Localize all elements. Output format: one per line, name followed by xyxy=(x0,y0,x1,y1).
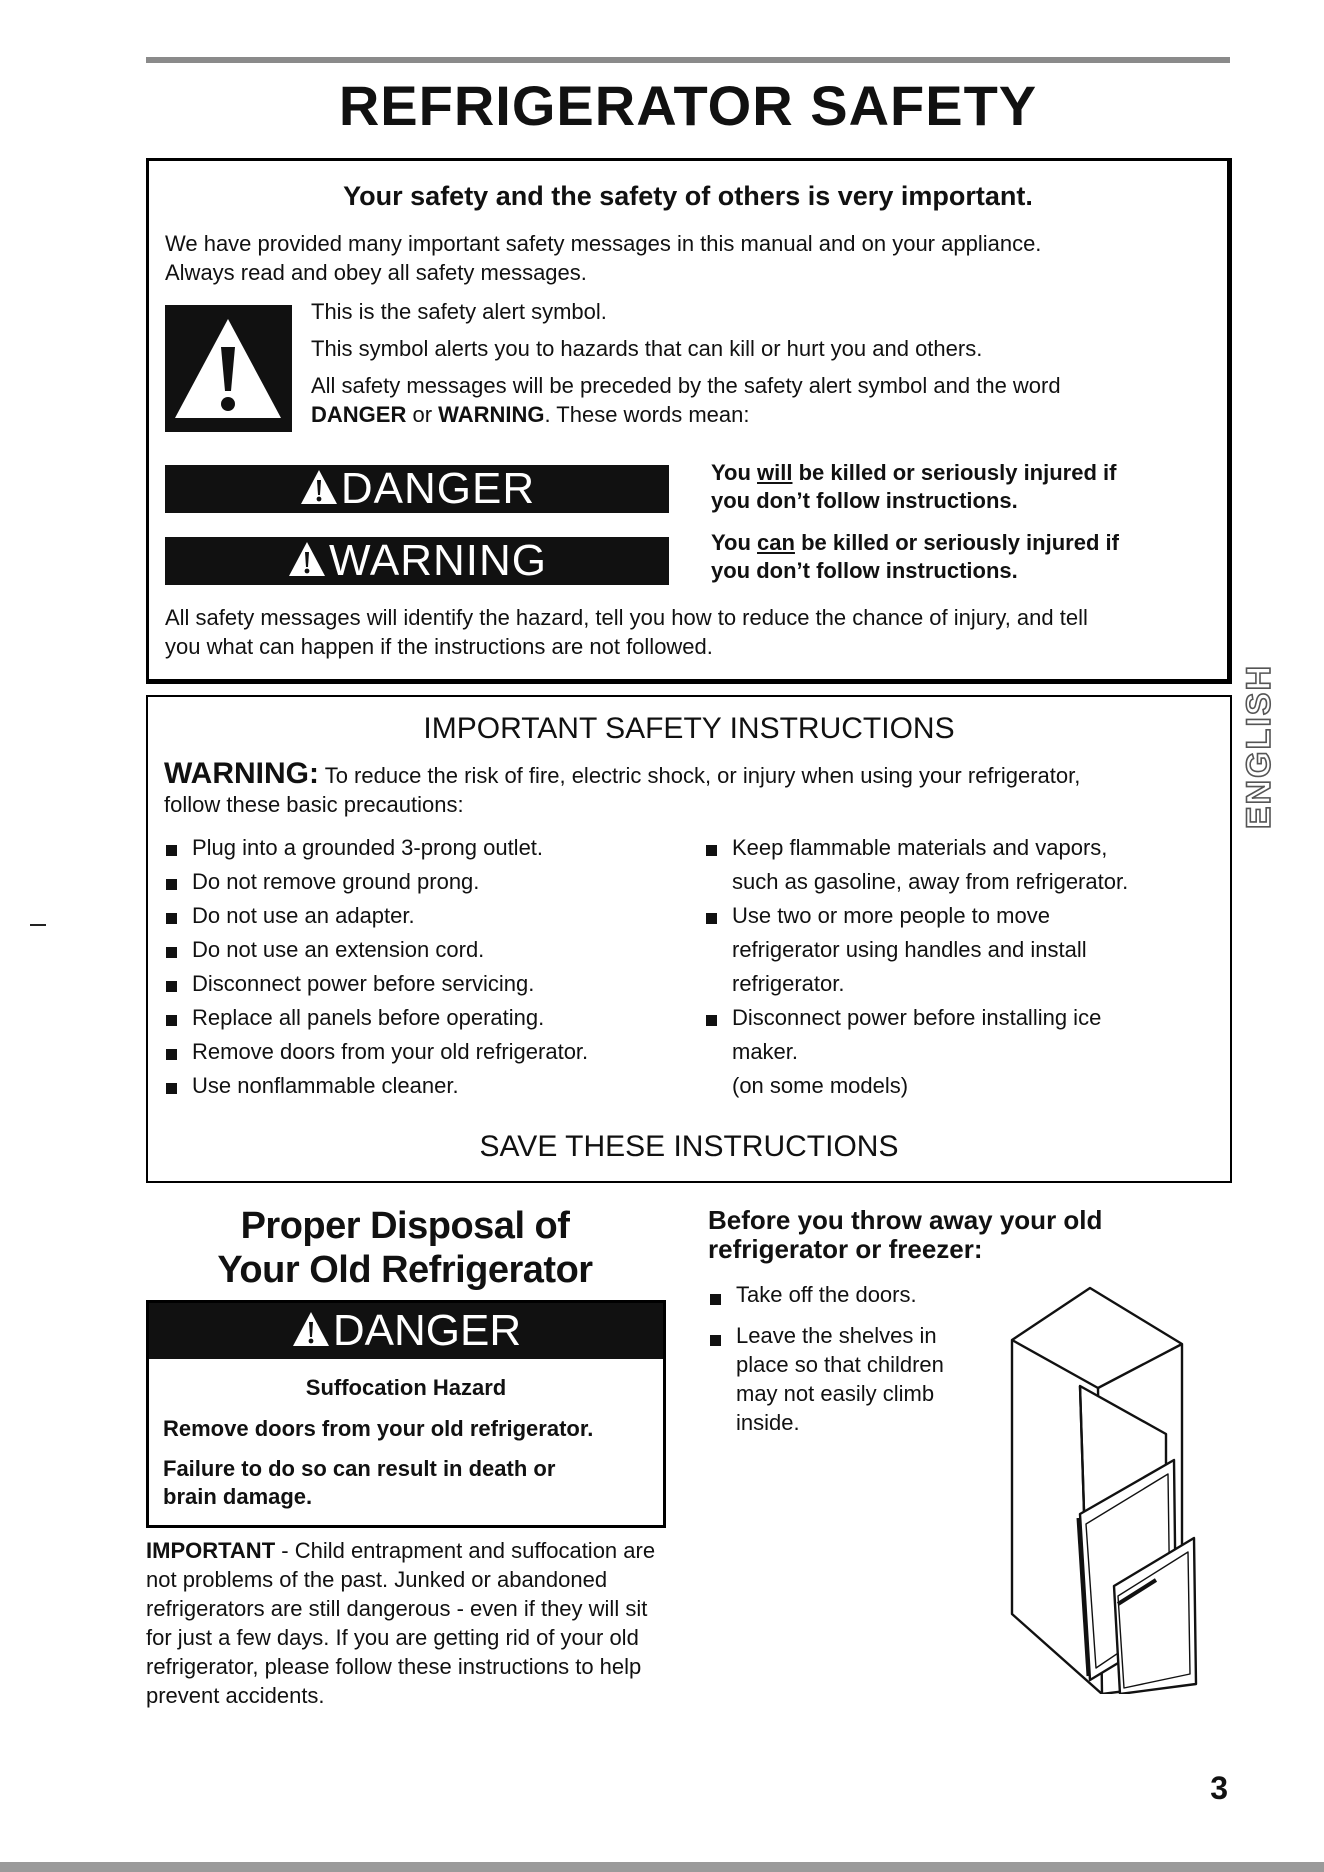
before-list xyxy=(708,1280,948,1449)
warning-label: WARNING xyxy=(328,536,548,585)
page-title: REFRIGERATOR SAFETY xyxy=(338,74,1038,137)
warning-description: You can be killed or seriously injured if you don’t follow instructions. xyxy=(711,530,1119,583)
warning-word: WARNING xyxy=(438,402,545,427)
important-label: IMPORTANT xyxy=(146,1538,276,1563)
alert-line: This symbol alerts you to hazards that can kill or hurt you and others. xyxy=(311,336,983,361)
disposal-title: Proper Disposal of Your Old Refrigerator xyxy=(217,1205,593,1291)
list-item: Plug into a grounded 3-prong outlet. xyxy=(164,831,684,865)
list-item: Disconnect power before installing ice xyxy=(704,1001,1224,1035)
list-item-continued: (on some models) xyxy=(732,1073,909,1098)
warning-signal-bar xyxy=(165,537,669,585)
danger-signal-bar xyxy=(165,465,669,513)
list-item: Remove doors from your old refrigerator. xyxy=(164,1035,684,1069)
instructions-heading: IMPORTANT SAFETY INSTRUCTIONS xyxy=(423,712,955,745)
alert-triangle-icon xyxy=(291,1306,331,1362)
danger-word: DANGER xyxy=(311,402,407,427)
hazard-instruction: Remove doors from your old refrigerator. xyxy=(163,1416,594,1441)
alert-line: This is the safety alert symbol. xyxy=(311,299,607,324)
list-item: Do not remove ground prong. xyxy=(164,865,684,899)
alert-explanation xyxy=(311,297,1211,437)
important-paragraph: IMPORTANT - Child entrapment and suffocation are not problems of the past. Junked or abandoned refrigerators are still dangerous - even if they will sit for just a few days. If you are getting rid of your old refrigerator, please follow these instructions to help prevent accidents. xyxy=(146,1538,656,1708)
safety-heading: Your safety and the safety of others is very important. xyxy=(343,181,1033,211)
safety-footer: All safety messages will identify the hazard, tell you how to reduce the chance of injury, and tell you what can happen if the instructions are not followed. xyxy=(165,605,1088,659)
intro-line: We have provided many important safety messages in this manual and on your appliance. xyxy=(165,231,1042,256)
list-item-continued: refrigerator. xyxy=(732,971,845,996)
precautions-right-list xyxy=(704,831,1224,1103)
instructions-warning: WARNING: To reduce the risk of fire, electric shock, or injury when using your refrigerator, follow these basic precautions: xyxy=(164,757,1081,817)
danger-signal-bar xyxy=(149,1303,663,1359)
before-title: Before you throw away your old refrigerator or freezer: xyxy=(708,1205,1103,1264)
margin-mark xyxy=(30,924,46,926)
alert-triangle-icon xyxy=(287,540,327,588)
danger-label: DANGER xyxy=(340,464,536,513)
safety-box xyxy=(146,158,1232,684)
instructions-box xyxy=(146,695,1232,1183)
refrigerator-illustration xyxy=(1006,1284,1206,1694)
precautions-left-list xyxy=(164,831,684,1103)
save-instructions: SAVE THESE INSTRUCTIONS xyxy=(479,1130,899,1163)
hazard-title: Suffocation Hazard xyxy=(305,1375,507,1400)
disposal-danger-box xyxy=(146,1300,666,1528)
list-item: Do not use an extension cord. xyxy=(164,933,684,967)
list-item: Use two or more people to move xyxy=(704,899,1224,933)
hazard-consequence: Failure to do so can result in death or brain damage. xyxy=(163,1456,556,1509)
list-item-continued: such as gasoline, away from refrigerator. xyxy=(732,869,1129,894)
list-item: Take off the doors. xyxy=(708,1280,948,1309)
list-item: Disconnect power before servicing. xyxy=(164,967,684,1001)
bottom-edge xyxy=(0,1862,1324,1872)
alert-line: All safety messages will be preceded by the safety alert symbol and the word DANGER or WARNING. These words mean: xyxy=(311,373,1061,427)
language-tab: ENGLISH xyxy=(1240,664,1278,830)
danger-description: You will be killed or seriously injured if you don’t follow instructions. xyxy=(711,460,1117,513)
list-item: Replace all panels before operating. xyxy=(164,1001,684,1035)
warning-label: WARNING: xyxy=(164,757,319,790)
alert-triangle-icon xyxy=(299,468,339,516)
danger-label: DANGER xyxy=(332,1306,522,1355)
list-item: Use nonflammable cleaner. xyxy=(164,1069,684,1103)
intro-line: Always read and obey all safety messages. xyxy=(165,260,587,285)
list-item-continued: maker. xyxy=(732,1039,799,1064)
top-rule xyxy=(146,57,1230,63)
list-item: Keep flammable materials and vapors, xyxy=(704,831,1224,865)
page-number: 3 xyxy=(1210,1770,1228,1806)
list-item: Do not use an adapter. xyxy=(164,899,684,933)
list-item: Leave the shelves in place so that children may not easily climb inside. xyxy=(708,1321,948,1437)
safety-alert-icon xyxy=(165,305,292,432)
safety-intro xyxy=(165,229,1205,287)
list-item-continued: refrigerator using handles and install xyxy=(732,937,1087,962)
